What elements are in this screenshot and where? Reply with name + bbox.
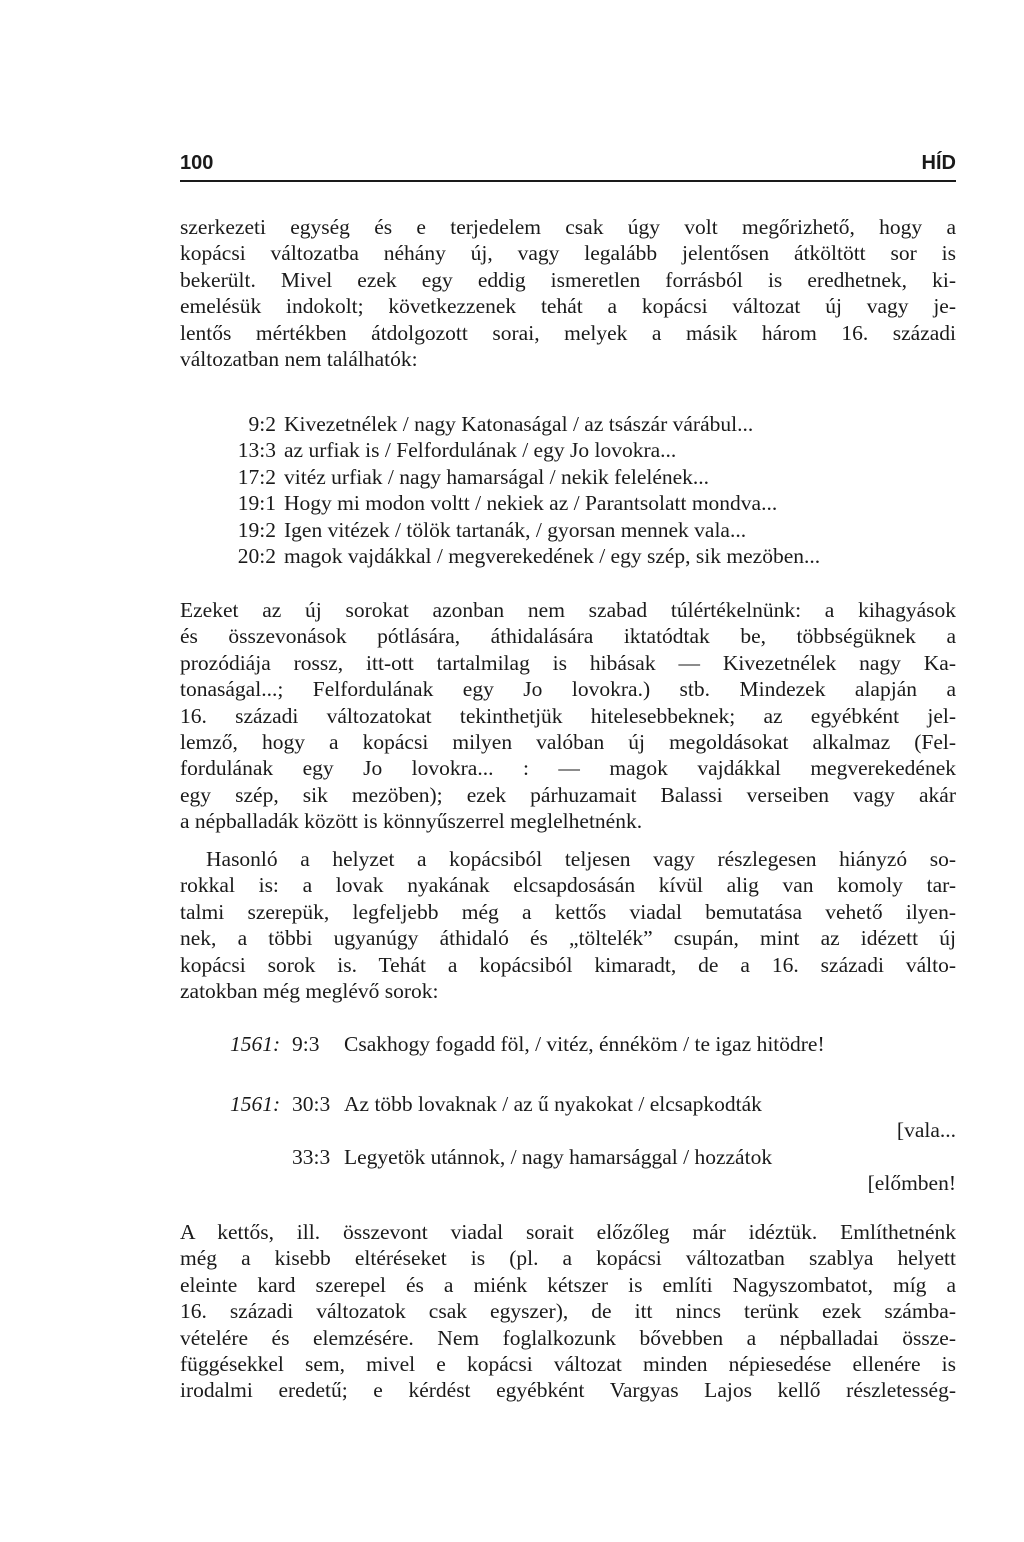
citation-text: Az több lovaknak / az ű nyakokat / elcsapkodták <box>344 1092 762 1116</box>
citation-ref: 9:3 <box>292 1032 320 1056</box>
paragraph-4 <box>180 1219 956 1404</box>
verse-ref: 19:1 <box>237 491 276 516</box>
citation-ref: 33:3 <box>292 1144 331 1169</box>
text-line: a népballadák között is könnyűszerrel meglelhetnénk. <box>180 809 643 834</box>
citation-line <box>180 1091 956 1117</box>
running-header <box>180 148 956 182</box>
citation-text: Csakhogy fogadd föl, / vitéz, énnéköm / te igaz hitödre! <box>344 1032 825 1056</box>
citation-continuation: [vala... <box>896 1118 956 1143</box>
text-line: rokkal is: a lovak nyakának elcsapdosásán kívül alig van komoly tar- <box>180 873 956 898</box>
text-line: függésekkel sem, mivel e kopácsi változat minden népiesedése ellenére is <box>180 1351 956 1376</box>
text-line: A kettős, ill. összevont viadal sorait előzőleg már idéztük. Említhetnénk <box>180 1220 956 1244</box>
citation-year: 1561: <box>230 1092 281 1116</box>
verse-line <box>180 464 956 490</box>
paragraph-2 <box>180 597 956 835</box>
text-line: és összevonások pótlására, áthidalására iktatódtak be, többségüknek a <box>180 624 956 649</box>
text-line: 16. századi változatok csak egyszer), de itt nincs terünk ezek számba- <box>180 1299 956 1324</box>
verse-ref: 9:2 <box>248 412 276 436</box>
verse-text: Kivezetnélek / nagy Katonaságal / az tsászár várábul... <box>284 412 754 436</box>
text-line: lemző, hogy a kopácsi milyen valóban új megoldásokat alkalmaz (Fel- <box>180 729 956 754</box>
text-line: prozódiája rossz, itt-ott tartalmilag is hibásak — Kivezetnélek nagy Ka- <box>180 650 956 675</box>
verse-line <box>180 543 956 569</box>
text-line: irodalmi eredetű; e kérdést egyébként Vargyas Lajos kellő részletesség- <box>180 1378 956 1403</box>
paragraph-3 <box>180 846 956 1004</box>
text-line: kopácsi sorok is. Tehát a kopácsiból kimaradt, de a 16. századi válto- <box>180 952 956 977</box>
text-line: lentős mértékben átdolgozott sorai, melyek a másik három 16. századi <box>180 320 956 345</box>
text-line: kopácsi változatba néhány új, vagy legalább jelentősen átköltött sor is <box>180 241 956 266</box>
text-line: bekerült. Mivel ezek egy eddig ismeretlen forrásból is eredhetnek, ki- <box>180 267 956 292</box>
verse-text: Hogy mi modon voltt / nekiek az / Parantsolatt mondva... <box>284 491 778 516</box>
text-line: Ezeket az új sorokat azonban nem szabad túlértékelnünk: a kihagyások <box>180 598 956 622</box>
citation-line <box>180 1144 956 1170</box>
text-line: emelésük indokolt; következzenek tehát a kopácsi változat új vagy je- <box>180 294 956 319</box>
text-line: 16. századi változatokat tekinthetjük hitelesebbeknek; az egyébként jel- <box>180 703 956 728</box>
paragraph-1 <box>180 214 956 372</box>
verse-ref: 19:2 <box>237 517 276 542</box>
text-line: egy szép, sik mezöben); ezek párhuzamait Balassi verseiben vagy akár <box>180 782 956 807</box>
verse-line <box>180 437 956 463</box>
citation-year: 1561: <box>230 1032 281 1056</box>
text-line: változatban nem találhatók: <box>180 346 418 371</box>
journal-title: HÍD <box>921 152 956 174</box>
citation-ref: 30:3 <box>292 1092 331 1116</box>
verse-ref: 13:3 <box>237 438 276 463</box>
text-line: nek, a többi ugyanúgy áthidaló és „töltelék” csupán, mint az idézett új <box>180 926 956 951</box>
text-line: vételére és elemzésére. Nem foglalkozunk bővebben a népballadai össze- <box>180 1325 956 1350</box>
verse-ref: 17:2 <box>237 464 276 489</box>
citation-block <box>180 1091 956 1197</box>
text-line: fordulának egy Jo lovokra... : — magok vajdákkal megverekedének <box>180 756 956 781</box>
citation-text: Legyetök utánnok, / nagy hamarsággal / hozzátok <box>344 1144 773 1169</box>
text-line: zatokban még meglévő sorok: <box>180 978 439 1003</box>
verse-text: vitéz urfiak / nagy hamarságal / nekik felelének... <box>284 464 710 489</box>
verse-list <box>180 411 956 569</box>
page-number: 100 <box>180 152 214 174</box>
text-line: tonaságal...; Felfordulának egy Jo lovokra.) stb. Mindezek alapján a <box>180 677 956 702</box>
verse-line <box>180 411 956 437</box>
verse-text: az urfiak is / Felfordulának / egy Jo lovokra... <box>284 438 677 463</box>
verse-line <box>180 490 956 516</box>
text-line: eleinte kard szerepel és a miénk kétszer is említi Nagyszombatot, míg a <box>180 1272 956 1297</box>
page <box>180 148 956 182</box>
citation-block <box>180 1031 956 1057</box>
text-line: Hasonló a helyzet a kopácsiból teljesen vagy részlegesen hiányzó so- <box>206 847 956 871</box>
verse-text: magok vajdákkal / megverekedének / egy szép, sik mezöben... <box>284 543 821 568</box>
verse-line <box>180 517 956 543</box>
text-line: még a kisebb eltéréseket is (pl. a kopácsi változatban szablya helyett <box>180 1246 956 1271</box>
verse-ref: 20:2 <box>237 543 276 568</box>
text-line: talmi szerepük, legfeljebb még a kettős viadal bemutatása vehető ilyen- <box>180 899 956 924</box>
citation-year <box>180 1144 292 1170</box>
citation-continuation: [előmben! <box>867 1171 956 1196</box>
text-line: szerkezeti egység és e terjedelem csak úgy volt megőrizhető, hogy a <box>180 215 956 239</box>
verse-text: Igen vitézek / tölök tartanák, / gyorsan mennek vala... <box>284 517 747 542</box>
citation-line <box>180 1031 956 1057</box>
